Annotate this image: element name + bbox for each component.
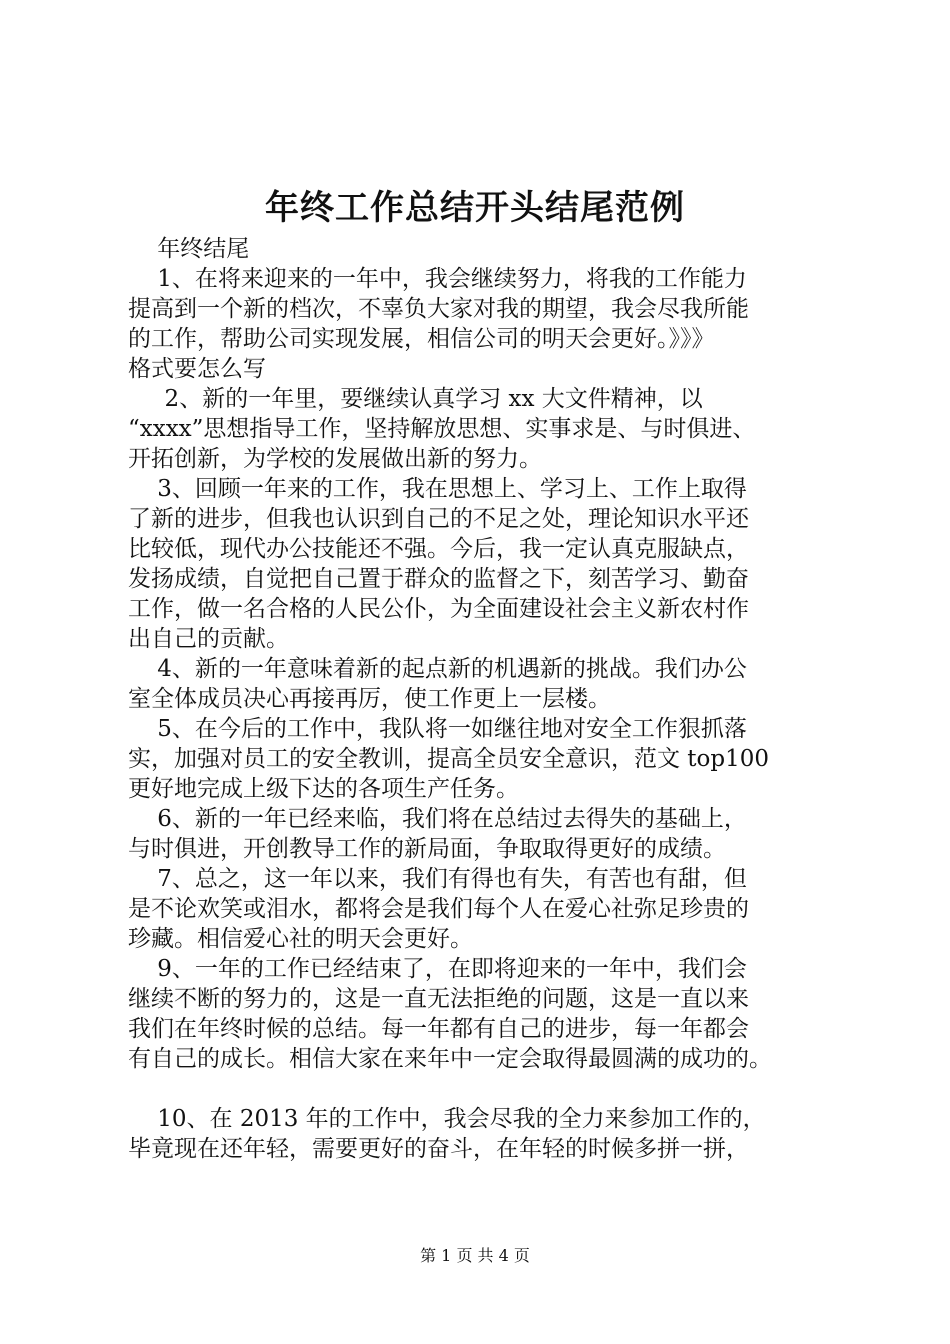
body-line: 了新的进步，但我也认识到自己的不足之处，理论知识水平还 [128, 506, 749, 532]
body-line: 开拓创新，为学校的发展做出新的努力。 [128, 446, 542, 472]
body-line: 实，加强对员工的安全教训，提高全员安全意识，范文 top100 [128, 746, 770, 772]
blank-line [128, 1074, 840, 1104]
body-line: 4、新的一年意味着新的起点新的机遇新的挑战。我们办公 [128, 656, 747, 682]
body-line: 提高到一个新的档次，不辜负大家对我的期望，我会尽我所能 [128, 296, 749, 322]
body-line: 1、在将来迎来的一年中，我会继续努力，将我的工作能力 [128, 266, 747, 292]
page-footer: 第 1 页 共 4 页 [420, 1246, 530, 1265]
body-line: 工作，做一名合格的人民公仆，为全面建设社会主义新农村作 [128, 596, 749, 622]
body-line: 与时俱进，开创教导工作的新局面，争取取得更好的成绩。 [128, 836, 726, 862]
document-body [128, 234, 840, 1164]
body-line: 室全体成员决心再接再厉，使工作更上一层楼。 [128, 686, 611, 712]
body-line: 有自己的成长。相信大家在来年中一定会取得最圆满的成功的。 [128, 1046, 772, 1072]
body-line: 5、在今后的工作中，我队将一如继往地对安全工作狠抓落 [128, 716, 747, 742]
body-line: 毕竟现在还年轻，需要更好的奋斗，在年轻的时候多拼一拼， [128, 1136, 749, 1162]
body-line: 比较低，现代办公技能还不强。今后，我一定认真克服缺点， [128, 536, 749, 562]
body-line: 继续不断的努力的，这是一直无法拒绝的问题，这是一直以来 [128, 986, 749, 1012]
body-line: 珍藏。相信爱心社的明天会更好。 [128, 926, 473, 952]
body-line: 7、总之，这一年以来，我们有得也有失，有苦也有甜，但 [128, 866, 747, 892]
body-line: 年终结尾 [128, 236, 250, 262]
body-line: 10、在 2013 年的工作中，我会尽我的全力来参加工作的， [128, 1106, 766, 1132]
body-line: 出自己的贡献。 [128, 626, 289, 652]
body-line: 是不论欢笑或泪水，都将会是我们每个人在爱心社弥足珍贵的 [128, 896, 749, 922]
body-line: 发扬成绩，自觉把自己置于群众的监督之下，刻苦学习、勤奋 [128, 566, 749, 592]
body-line: 格式要怎么写 [128, 356, 266, 382]
body-line: 9、一年的工作已经结束了，在即将迎来的一年中，我们会 [128, 956, 747, 982]
document-title: 年终工作总结开头结尾范例 [265, 188, 685, 228]
body-line: “xxxx”思想指导工作，坚持解放思想、实事求是、与时俱进、 [128, 416, 756, 442]
body-line: 更好地完成上级下达的各项生产任务。 [128, 776, 519, 802]
body-line: 6、新的一年已经来临，我们将在总结过去得失的基础上， [128, 806, 747, 832]
body-line: 3、回顾一年来的工作，我在思想上、学习上、工作上取得 [128, 476, 747, 502]
body-line: 的工作，帮助公司实现发展，相信公司的明天会更好。》》》 [128, 326, 715, 352]
body-line: 我们在年终时候的总结。每一年都有自己的进步，每一年都会 [128, 1016, 749, 1042]
body-line: 2、新的一年里，要继续认真学习 xx 大文件精神，以 [128, 386, 703, 412]
